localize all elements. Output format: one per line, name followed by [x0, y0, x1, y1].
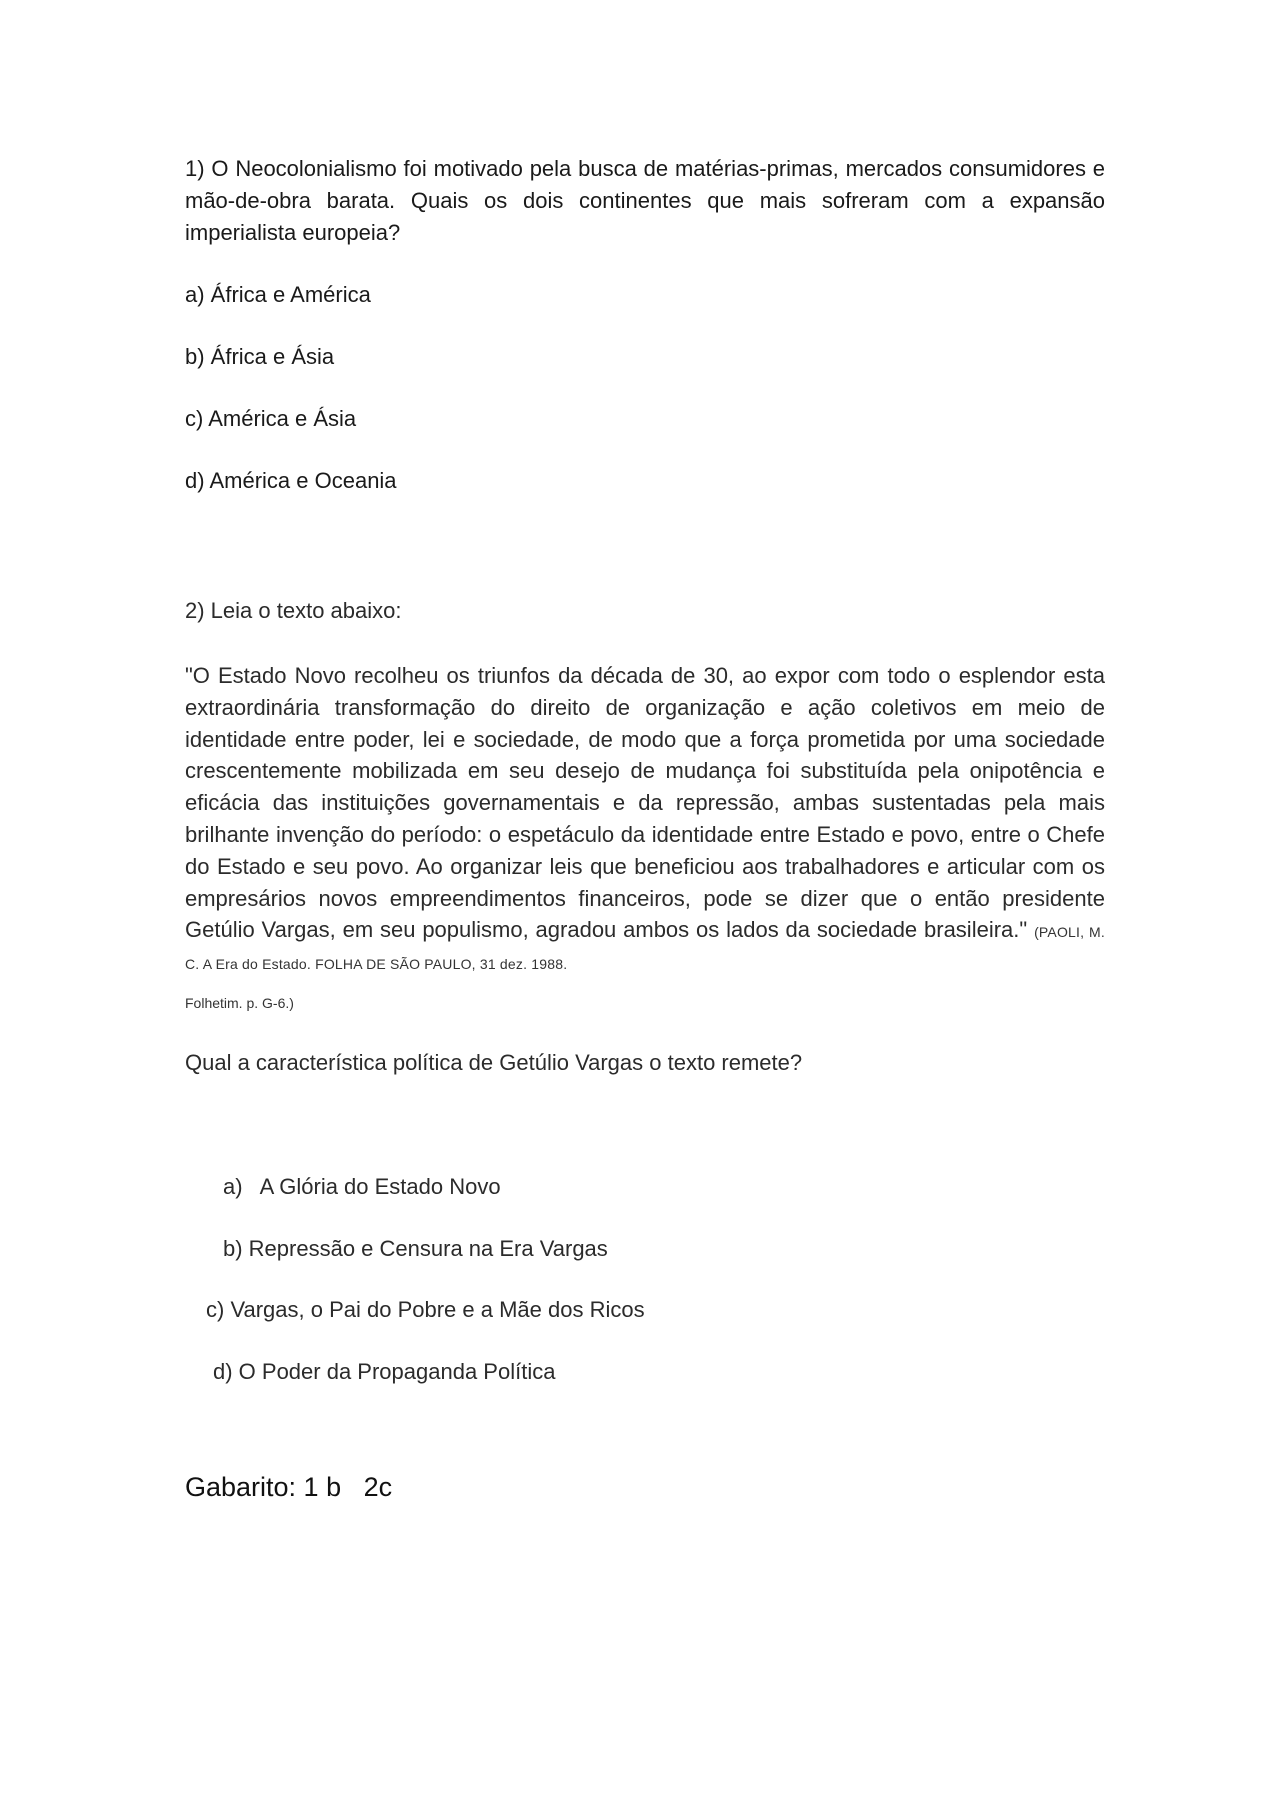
quote-block	[185, 660, 1105, 978]
quote-text: "O Estado Novo recolheu os triunfos da década de 30, ao expor com todo o esplendor esta extraordinária transformação do direito de organização e ação coletivos em meio de identidade entre poder, lei e sociedade, de modo que a força prometida por uma sociedade crescentemente mobilizada em seu desejo de mudança foi substituída pela onipotência e eficácia das instituições governamentais e da repressão, ambas sustentadas pela mais brilhante invenção do período: o espetáculo da identidade entre Estado e povo, entre o Chefe do Estado e seu povo. Ao organizar leis que beneficiou aos trabalhadores e articular com os empresários novos empreendimentos financeiros, pode se dizer que o então presidente Getúlio Vargas, em seu populismo, agradou ambos os lados da sociedade brasileira."	[185, 663, 1105, 943]
question-2-option-d: d) O Poder da Propaganda Política	[213, 1359, 556, 1384]
question-1-text: 1) O Neocolonialismo foi motivado pela busca de matérias-primas, mercados consumidores e mão-de-obra barata. Quais os dois continentes que mais sofreram com a expansão imperialista europeia?	[185, 156, 1105, 245]
citation-line-1: (PAOLI, M. C. A Era do Estado. FOLHA DE SÃO PAULO, 31 dez. 1988.	[185, 924, 1105, 973]
question-2-prompt: Qual a característica política de Getúlio Vargas o texto remete?	[185, 1050, 803, 1075]
question-2-option-b: b) Repressão e Censura na Era Vargas	[223, 1236, 608, 1261]
question-1-option-b: b) África e Ásia	[185, 344, 335, 369]
answer-key: Gabarito: 1 b 2c	[185, 1472, 393, 1502]
question-1-option-c: c) América e Ásia	[185, 406, 357, 431]
question-1-option-d: d) América e Oceania	[185, 468, 397, 493]
question-2-option-c: c) Vargas, o Pai do Pobre e a Mãe dos Ricos	[206, 1297, 645, 1322]
question-2-option-a: a) A Glória do Estado Novo	[223, 1174, 501, 1199]
question-1-option-a: a) África e América	[185, 282, 371, 307]
question-2-title: 2) Leia o texto abaixo:	[185, 598, 402, 623]
citation-line-2: Folhetim. p. G-6.)	[185, 995, 294, 1011]
